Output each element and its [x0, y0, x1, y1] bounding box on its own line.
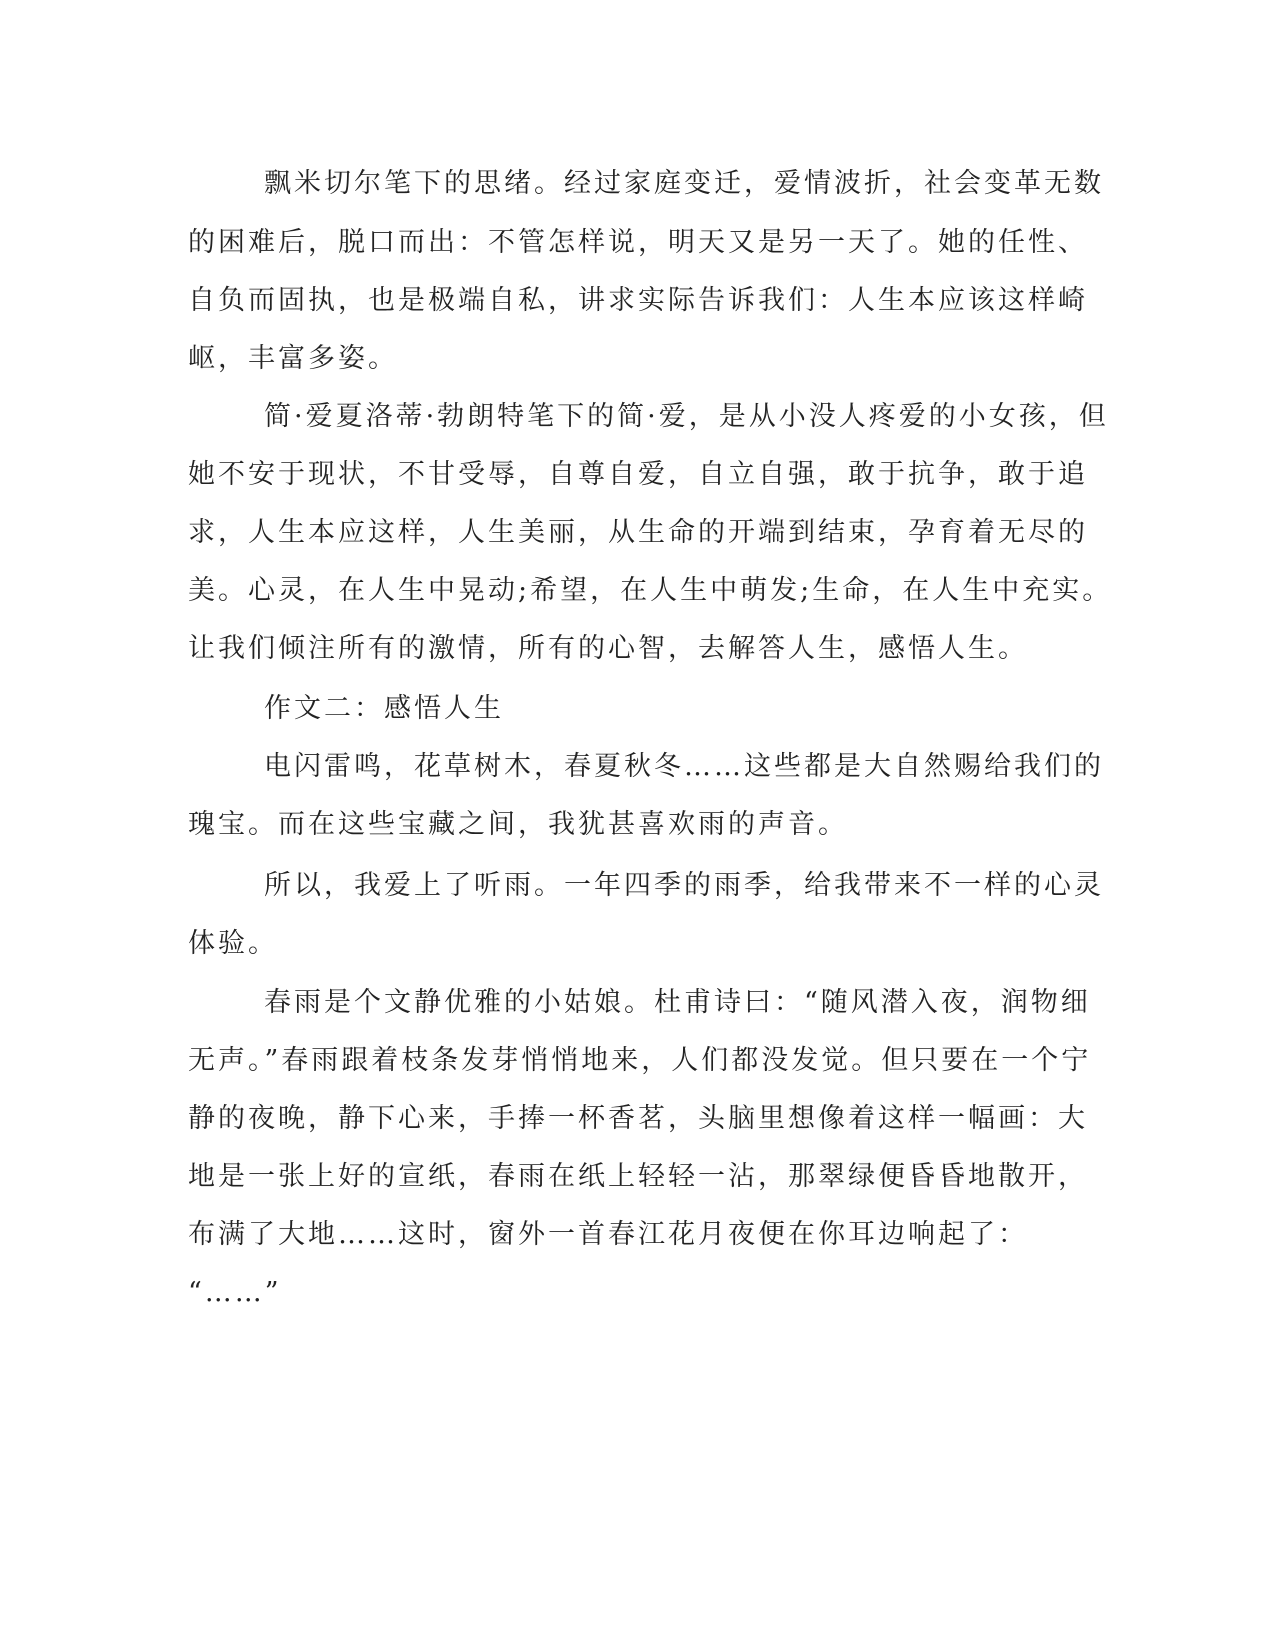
text-line: 体验。 — [188, 928, 278, 959]
text-line: 求，人生本应这样，人生美丽，从生命的开端到结束，孕育着无尽的 — [188, 517, 1088, 548]
text-line: 所以，我爱上了听雨。一年四季的雨季，给我带来不一样的心灵 — [264, 870, 1104, 901]
text-line: 布满了大地……这时，窗外一首春江花月夜便在你耳边响起了： — [188, 1219, 1028, 1250]
text-line: 瑰宝。而在这些宝藏之间，我犹甚喜欢雨的声音。 — [188, 809, 848, 840]
text-line: 的困难后，脱口而出：不管怎样说，明天又是另一天了。她的任性、 — [188, 227, 1088, 258]
section-heading: 作文二：感悟人生 — [264, 693, 504, 724]
text-line: 飘米切尔笔下的思绪。经过家庭变迁，爱情波折，社会变革无数 — [264, 168, 1104, 199]
text-line: 地是一张上好的宣纸，春雨在纸上轻轻一沾，那翠绿便昏昏地散开， — [188, 1161, 1088, 1192]
text-line: 春雨是个文静优雅的小姑娘。杜甫诗曰：“随风潜入夜，润物细 — [264, 987, 1091, 1018]
text-line: 美。心灵，在人生中晃动;希望，在人生中萌发;生命，在人生中充实。 — [188, 575, 1113, 606]
text-line: “……” — [188, 1277, 282, 1308]
text-line: 无声。”春雨跟着枝条发芽悄悄地来，人们都没发觉。但只要在一个宁 — [188, 1045, 1092, 1076]
text-line: 简·爱夏洛蒂·勃朗特笔下的简·爱，是从小没人疼爱的小女孩，但 — [264, 401, 1109, 432]
text-line: 她不安于现状，不甘受辱，自尊自爱，自立自强，敢于抗争，敢于追 — [188, 459, 1088, 490]
text-line: 让我们倾注所有的激情，所有的心智，去解答人生，感悟人生。 — [188, 633, 1028, 664]
text-line: 岖，丰富多姿。 — [188, 343, 398, 374]
text-line: 自负而固执，也是极端自私，讲求实际告诉我们：人生本应该这样崎 — [188, 285, 1088, 316]
text-line: 静的夜晚，静下心来，手捧一杯香茗，头脑里想像着这样一幅画：大 — [188, 1103, 1088, 1134]
text-line: 电闪雷鸣，花草树木，春夏秋冬……这些都是大自然赐给我们的 — [264, 751, 1104, 782]
